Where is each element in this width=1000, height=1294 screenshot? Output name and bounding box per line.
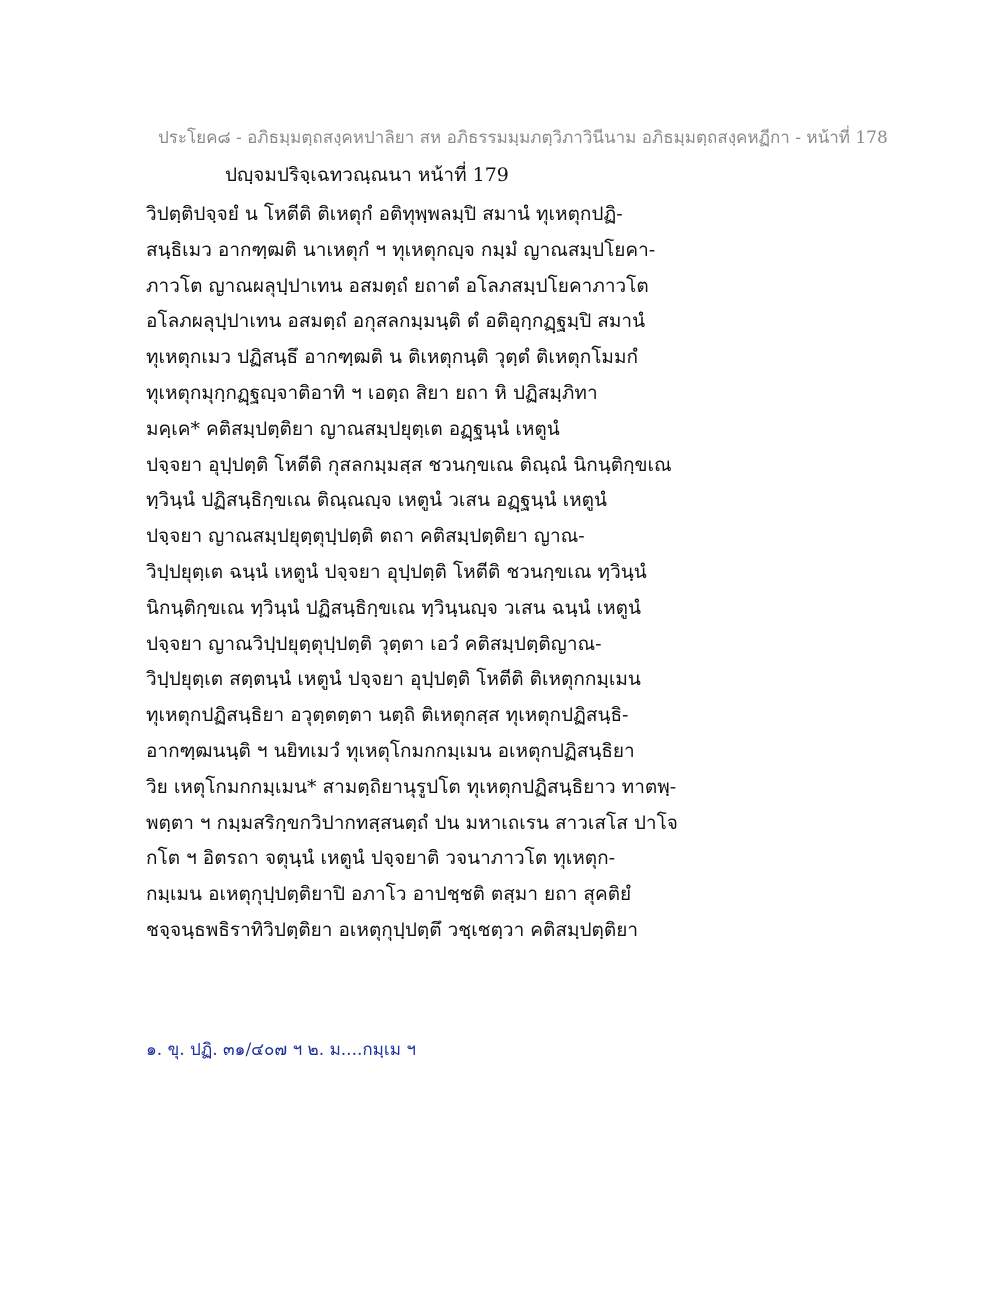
text-line: วิปตฺติปจฺจยํ น โหตีติ ติเหตุกํ อติทุพฺพลมฺปิ สมานํ ทุเหตุกปฏิ-	[146, 203, 623, 225]
text-line: ปจฺจยา อุปฺปตฺติ โหตีติ กุสลกมฺมสฺส ชวนกฺขเณ ติณฺณํ นิกนฺติกฺขเณ	[146, 453, 672, 476]
body-text	[146, 197, 846, 949]
text-line: ปจฺจยา ญาณวิปฺปยุตฺตุปฺปตฺติ วุตฺตา เอวํ คติสมฺปตฺติญาณ-	[146, 632, 602, 655]
text-line: ทุเหตุกเมว ปฏิสนฺธึ อากฑฺฒติ น ติเหตุกนฺติ วุตฺตํ ติเหตุกโมมกํ	[146, 346, 638, 369]
text-line: กมฺเมน อเหตุกุปฺปตฺติยาปิ อภาโว อาปชฺชติ ตสฺมา ยถา สุคติยํ	[146, 883, 632, 906]
text-line: อากฑฺฒนนฺติ ฯ นยิทเมวํ ทุเหตุโกมกกมฺเมน อเหตุกปฏิสนฺธิยา	[146, 739, 635, 762]
page-header: ประโยค๘ - อภิธมฺมตฺถสงฺคหปาลิยา สห อภิธรรมมฺมภตฺวิภาวินีนาม อภิธมฺมตฺถสงฺคหฏีกา - หน้าที่ 178	[158, 128, 888, 148]
text-line: ทุเหตุกมุกฺกฏฺฐญฺจาติอาทิ ฯ เอตฺถ สิยา ยถา หิ ปฏิสมฺภิทา	[146, 381, 598, 404]
text-line: สนฺธิเมว อากฑฺฒติ นาเหตุกํ ฯ ทุเหตุกญฺจ กมฺมํ ญาณสมฺปโยคา-	[146, 238, 656, 261]
text-line: ชจฺจนฺธพธิราทิวิปตฺติยา อเหตุกุปฺปตฺตึ วชฺเชตฺวา คติสมฺปตฺติยา	[146, 918, 639, 941]
footnote: ๑. ขุ. ปฏิ. ๓๑/๔๐๗ ฯ ๒. ม....กมฺเม ฯ	[146, 1040, 416, 1060]
text-line: พตฺตา ฯ กมฺมสริกฺขกวิปากทสฺสนตฺถํ ปน มหาเถเรน สาวเสโส ปาโจ	[146, 811, 678, 834]
text-line: วิย เหตุโกมกกมฺเมน* สามตฺถิยานุรูปโต ทุเหตุกปฏิสนฺธิยาว ทาตพฺ-	[146, 775, 677, 798]
text-line: กโต ฯ อิตรถา จตุนฺนํ เหตูนํ ปจฺจยาติ วจนาภาวโต ทุเหตุก-	[146, 847, 616, 870]
text-line: ภาวโต ญาณผลุปฺปาเทน อสมตฺถํ ยถาตํ อโลภสมฺปโยคาภาวโต	[146, 274, 649, 297]
text-line: นิกนฺติกฺขเณ ทฺวินฺนํ ปฏิสนฺธิกฺขเณ ทฺวินฺนญฺจ วเสน ฉนฺนํ เหตูนํ	[146, 596, 641, 619]
text-line: ทฺวินฺนํ ปฏิสนฺธิกฺขเณ ติณฺณญฺจ เหตูนํ วเสน อฏฺฐนฺนํ เหตูนํ	[146, 489, 608, 512]
text-line: ทุเหตุกปฏิสนฺธิยา อวุตฺตตฺตา นตฺถิ ติเหตุกสฺส ทุเหตุกปฏิสนฺธิ-	[146, 704, 629, 727]
section-title: ปญฺจมปริจฺเฉทวณฺณนา หน้าที่ 179	[225, 164, 509, 186]
text-line: ปจฺจยา ญาณสมฺปยุตฺตุปฺปตฺติ ตถา คติสมฺปตฺติยา ญาณ-	[146, 525, 585, 548]
text-line: อโลภผลุปฺปาเทน อสมตฺถํ อกุสลกมฺมนฺติ ตํ อติอุกฺกฏฺฐมฺปิ สมานํ	[146, 310, 646, 333]
text-line: วิปฺปยุตฺเต สตฺตนฺนํ เหตูนํ ปจฺจยา อุปฺปตฺติ โหตีติ ติเหตุกกมฺเมน	[146, 668, 641, 691]
text-line: มคฺเค* คติสมฺปตฺติยา ญาณสมฺปยุตฺเต อฏฺฐนฺนํ เหตูนํ	[146, 417, 560, 440]
text-line: วิปฺปยุตฺเต ฉนฺนํ เหตูนํ ปจฺจยา อุปฺปตฺติ โหตีติ ชวนกฺขเณ ทฺวินฺนํ	[146, 560, 647, 583]
